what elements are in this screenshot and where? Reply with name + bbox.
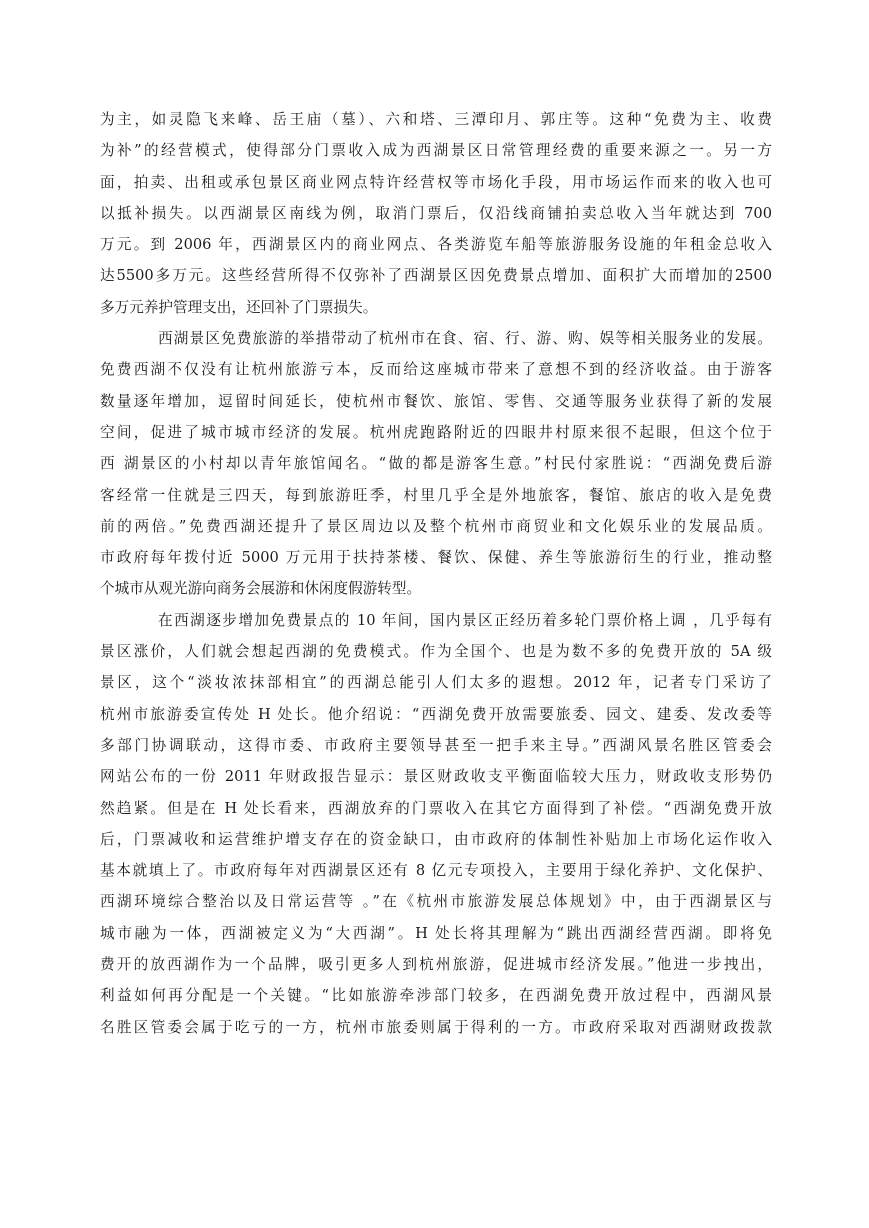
text-line: 名胜区管委会属于吃亏的一方，杭州市旅委则属于得利的一方。市政府采取对西湖财政拨款 [100, 1018, 772, 1036]
text-line: 西 湖景区的小村却以青年旅馆闻名。“做的都是游客生意。”村民付家胜说：“西湖免费后游 [100, 455, 772, 473]
text-line: 面，拍卖、出租或承包景区商业网点特许经营权等市场化手段，用市场运作而来的收入也可 [100, 173, 772, 191]
text-line: 多万元养护管理支出，还回补了门票损失。 [100, 298, 378, 316]
text-line: 市政府每年拨付近 5000 万元用于扶持茶楼、餐饮、保健、养生等旅游衍生的行业，推动整 [100, 549, 772, 567]
text-line: 多部门协调联动，这得市委、市政府主要领导甚至一把手来主导。”西湖风景名胜区管委会 [100, 736, 772, 754]
text-line: 空间，促进了城市城市经济的发展。杭州虎跑路附近的四眼井村原来很不起眼，但这个位于 [100, 423, 772, 441]
document-page [100, 104, 772, 1043]
text-line: 费开的放西湖作为一个品牌，吸引更多人到杭州旅游，促进城市经济发展。”他进一步拽出， [100, 956, 772, 974]
paragraph-2 [100, 323, 772, 605]
text-line: 达5500多万元。这些经营所得不仅弥补了西湖景区因免费景点增加、面积扩大而增加的2500 [100, 267, 772, 285]
text-line: 为主，如灵隐飞来峰、岳王庙（墓）、六和塔、三潭印月、郭庄等。这种“免费为主、收费 [100, 111, 772, 128]
text-line: 在西湖逐步增加免费景点的 10 年间，国内景区正经历着多轮门票价格上调 ，几乎每有 [158, 611, 772, 629]
text-line: 前的两倍。”免费西湖还提升了景区周边以及整个杭州市商贸业和文化娱乐业的发展品质。 [100, 517, 772, 535]
paragraph-1 [100, 104, 772, 323]
text-line: 个城市从观光游向商务会展游和休闲度假游转型。 [100, 580, 422, 598]
text-line: 利益如何再分配是一个关键。“比如旅游牵涉部门较多，在西湖免费开放过程中，西湖风景 [100, 987, 772, 1005]
text-line: 免费西湖不仅没有让杭州旅游亏本，反而给这座城市带来了意想不到的经济收益。由于游客 [100, 361, 772, 379]
text-line: 城市融为一体，西湖被定义为“大西湖”。H 处长将其理解为“跳出西湖经营西湖。即将免 [100, 924, 772, 942]
paragraph-3 [100, 605, 772, 1043]
text-line: 客经常一住就是三四天，每到旅游旺季，村里几乎全是外地旅客，餐馆、旅店的收入是免费 [100, 486, 772, 504]
text-line: 网站公布的一份 2011 年财政报告显示：景区财政收支平衡面临较大压力，财政收支形势仍 [100, 768, 772, 786]
text-line: 后，门票减收和运营维护增支存在的资金缺口，由市政府的体制性补贴加上市场化运作收入 [100, 830, 772, 848]
text-line: 万元。到 2006 年，西湖景区内的商业网点、各类游览车船等旅游服务设施的年租金总收入 [100, 236, 772, 254]
text-line: 然趋紧。但是在 H 处长看来，西湖放弃的门票收入在其它方面得到了补偿。“西湖免费开放 [100, 799, 772, 817]
text-line: 景区，这个“淡妆浓抹部相宜”的西湖总能引人们太多的遐想。2012 年，记者专门采访了 [100, 674, 772, 692]
text-line: 西湖景区免费旅游的举措带动了杭州市在食、宿、行、游、购、娱等相关服务业的发展。 [158, 330, 772, 348]
text-line: 西湖环境综合整治以及日常运营等 。”在《杭州市旅游发展总体规划》中，由于西湖景区与 [100, 893, 772, 911]
text-line: 杭州市旅游委宣传处 H 处长。他介绍说：“西湖免费开放需要旅委、园文、建委、发改委等 [100, 705, 772, 723]
text-line: 景区涨价，人们就会想起西湖的免费模式。作为全国个、也是为数不多的免费开放的 5A 级 [100, 643, 772, 661]
text-line: 基本就填上了。市政府每年对西湖景区还有 8 亿元专项投入，主要用于绿化养护、文化保护、 [100, 862, 772, 880]
text-line: 以抵补损失。以西湖景区南线为例，取消门票后，仅沿线商铺拍卖总收入当年就达到 700 [100, 204, 772, 222]
text-line: 为补”的经营模式，使得部分门票收入成为西湖景区日常管理经费的重要来源之一。另一方 [100, 142, 772, 160]
text-line: 数量逐年增加，逗留时间延长，使杭州市餐饮、旅馆、零售、交通等服务业获得了新的发展 [100, 392, 772, 410]
